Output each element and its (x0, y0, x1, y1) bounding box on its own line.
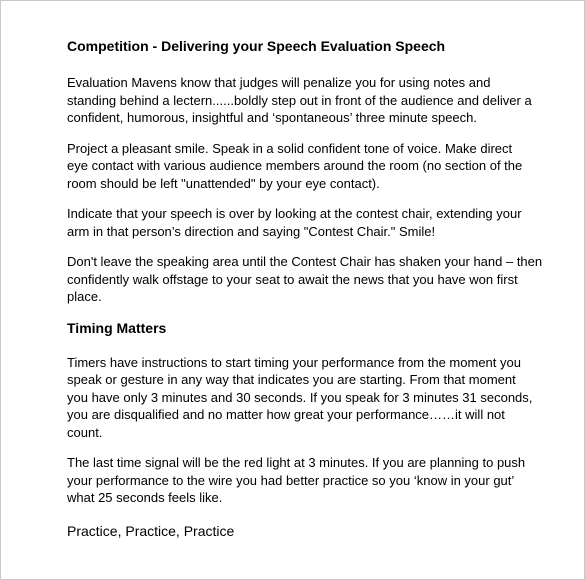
section-heading-competition: Competition - Delivering your Speech Evaluation Speech (67, 38, 446, 54)
text-line: arm in that person’s direction and saying "Contest Chair." Smile! (67, 223, 436, 239)
text-line: you are disqualified and no matter how great your performance……it will not (67, 407, 505, 422)
text-line: place. (67, 289, 102, 304)
closing-line: Practice, Practice, Practice (67, 522, 235, 539)
section-heading-timing: Timing Matters (67, 319, 167, 336)
text-line: confidently walk offstage to your seat to await the news that you have won first (67, 271, 518, 287)
text-line: Evaluation Mavens know that judges will penalize you for using notes and (67, 75, 491, 90)
document-page (67, 37, 547, 540)
text-line: Indicate that your speech is over by looking at the contest chair, extending your (67, 206, 522, 221)
paragraph-timers (67, 354, 547, 442)
text-line: what 25 seconds feels like. (67, 490, 223, 505)
text-line: room should be left "unattended" by your eye contact). (67, 175, 380, 191)
text-line: Timers have instructions to start timing your performance from the moment you (67, 354, 521, 370)
text-line: eye contact with various audience members around the room (no section of the (67, 158, 523, 173)
text-line: speak or gesture in any way that indicates you are starting. From that moment (67, 372, 516, 387)
paragraph-notes-lectern (67, 74, 547, 127)
text-line: your performance to the wire you had better practice so you ‘know in your gut’ (67, 472, 515, 488)
text-line: you have only 3 minutes and 30 seconds. If you speak for 3 minutes 31 seconds, (67, 389, 533, 405)
paragraph-time-signal (67, 454, 547, 507)
paragraph-ending-speech (67, 205, 547, 240)
text-line: standing behind a lectern......boldly step out in front of the audience and deliver a (67, 92, 532, 108)
text-line: Project a pleasant smile. Speak in a solid confident tone of voice. Make direct (67, 140, 513, 156)
text-line: The last time signal will be the red light at 3 minutes. If you are planning to push (67, 455, 526, 470)
text-line: count. (67, 424, 103, 440)
text-line: confident, humorous, insightful and ‘spontaneous’ three minute speech. (67, 110, 478, 125)
paragraph-smile-eye-contact (67, 140, 547, 193)
paragraph-leaving-stage (67, 253, 547, 306)
text-line: Don't leave the speaking area until the Contest Chair has shaken your hand – then (67, 254, 543, 269)
